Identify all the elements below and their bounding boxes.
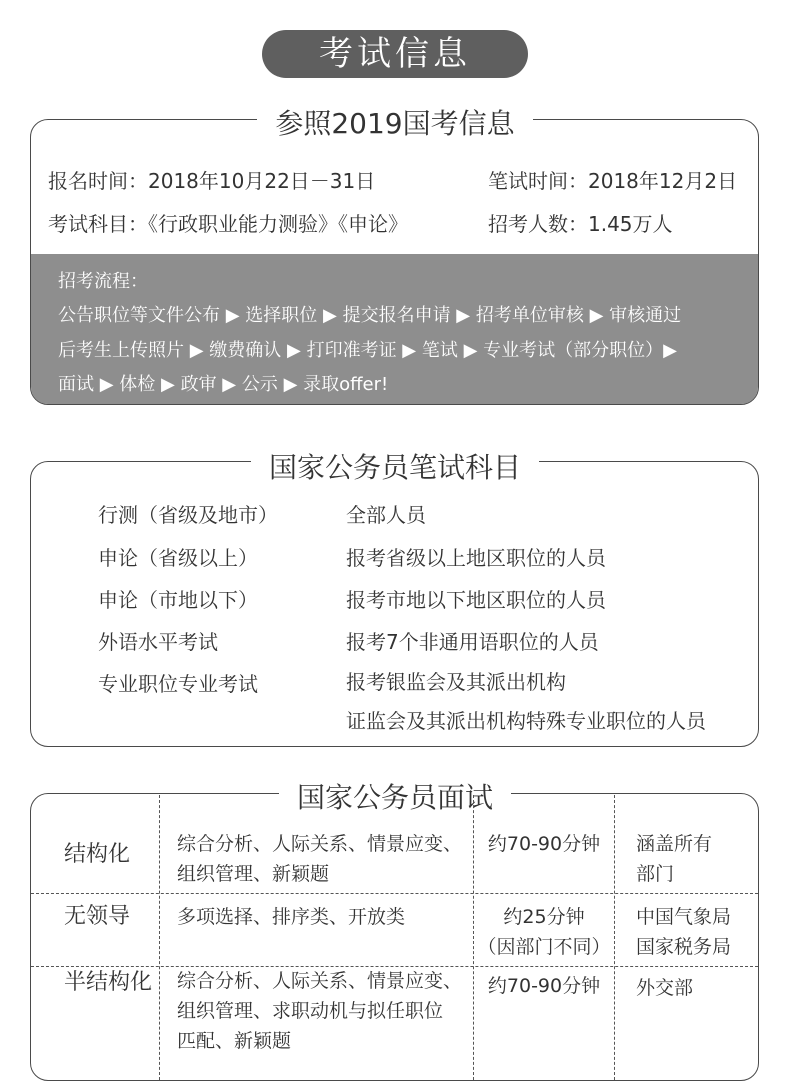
table-divider — [159, 795, 160, 1080]
registration-time: 报名时间：2018年10月22日－31日 — [48, 169, 376, 193]
subject-target: 全部人员 — [346, 503, 426, 527]
interview-type: 结构化 — [64, 842, 131, 867]
written-subjects-title: 国家公务员笔试科目 — [0, 446, 790, 486]
interview-duration: 约70-90分钟 — [487, 833, 601, 855]
interview-dept: 涵盖所有 部门 — [636, 833, 713, 885]
interview-content: 综合分析、人际关系、情景应变、 组织管理、求职动机与拟任职位 匹配、新颖题 — [177, 970, 463, 1052]
subject-name: 专业职位专业考试 — [98, 672, 258, 696]
subject-target: 报考7个非通用语职位的人员 — [346, 630, 599, 654]
interview-dept: 中国气象局 国家税务局 — [636, 906, 732, 958]
interview-type: 半结构化 — [64, 970, 153, 995]
subject-target: 报考银监会及其派出机构 — [346, 670, 566, 694]
subject-name: 申论（省级以上） — [98, 546, 258, 570]
recruit-count: 招考人数：1.45万人 — [488, 212, 673, 236]
process-label: 招考流程： — [58, 271, 148, 292]
table-divider — [614, 795, 615, 1080]
subject-target-extra: 证监会及其派出机构特殊专业职位的人员 — [346, 709, 706, 733]
table-divider — [31, 893, 758, 894]
exam-subjects: 考试科目：《行政职业能力测验》《申论》 — [48, 212, 408, 236]
subject-name: 申论（市地以下） — [98, 588, 258, 612]
subject-target: 报考市地以下地区职位的人员 — [346, 588, 606, 612]
process-line: 后考生上传照片 ▶ 缴费确认 ▶ 打印准考证 ▶ 笔试 ▶ 专业考试（部分职位）▶ — [58, 340, 677, 361]
process-line: 面试 ▶ 体检 ▶ 政审 ▶ 公示 ▶ 录取offer! — [58, 374, 389, 395]
interview-content: 综合分析、人际关系、情景应变、 组织管理、新颖题 — [177, 833, 463, 885]
exam-info-title: 参照2019国考信息 — [0, 102, 790, 142]
written-exam-time: 笔试时间：2018年12月2日 — [488, 169, 738, 193]
page-title-pill: 考试信息 — [262, 30, 528, 78]
interview-type: 无领导 — [64, 904, 131, 929]
process-line: 公告职位等文件公布 ▶ 选择职位 ▶ 提交报名申请 ▶ 招考单位审核 ▶ 审核通过 — [58, 305, 682, 326]
interview-content: 多项选择、排序类、开放类 — [177, 906, 406, 928]
subject-name: 行测（省级及地市） — [98, 503, 278, 527]
subject-target: 报考省级以上地区职位的人员 — [346, 546, 606, 570]
subject-name: 外语水平考试 — [98, 630, 218, 654]
interview-dept: 外交部 — [636, 977, 694, 999]
interview-duration: 约70-90分钟 — [487, 975, 601, 997]
interview-duration: 约25分钟 （因部门不同） — [477, 906, 611, 958]
interview-title: 国家公务员面试 — [0, 776, 790, 816]
